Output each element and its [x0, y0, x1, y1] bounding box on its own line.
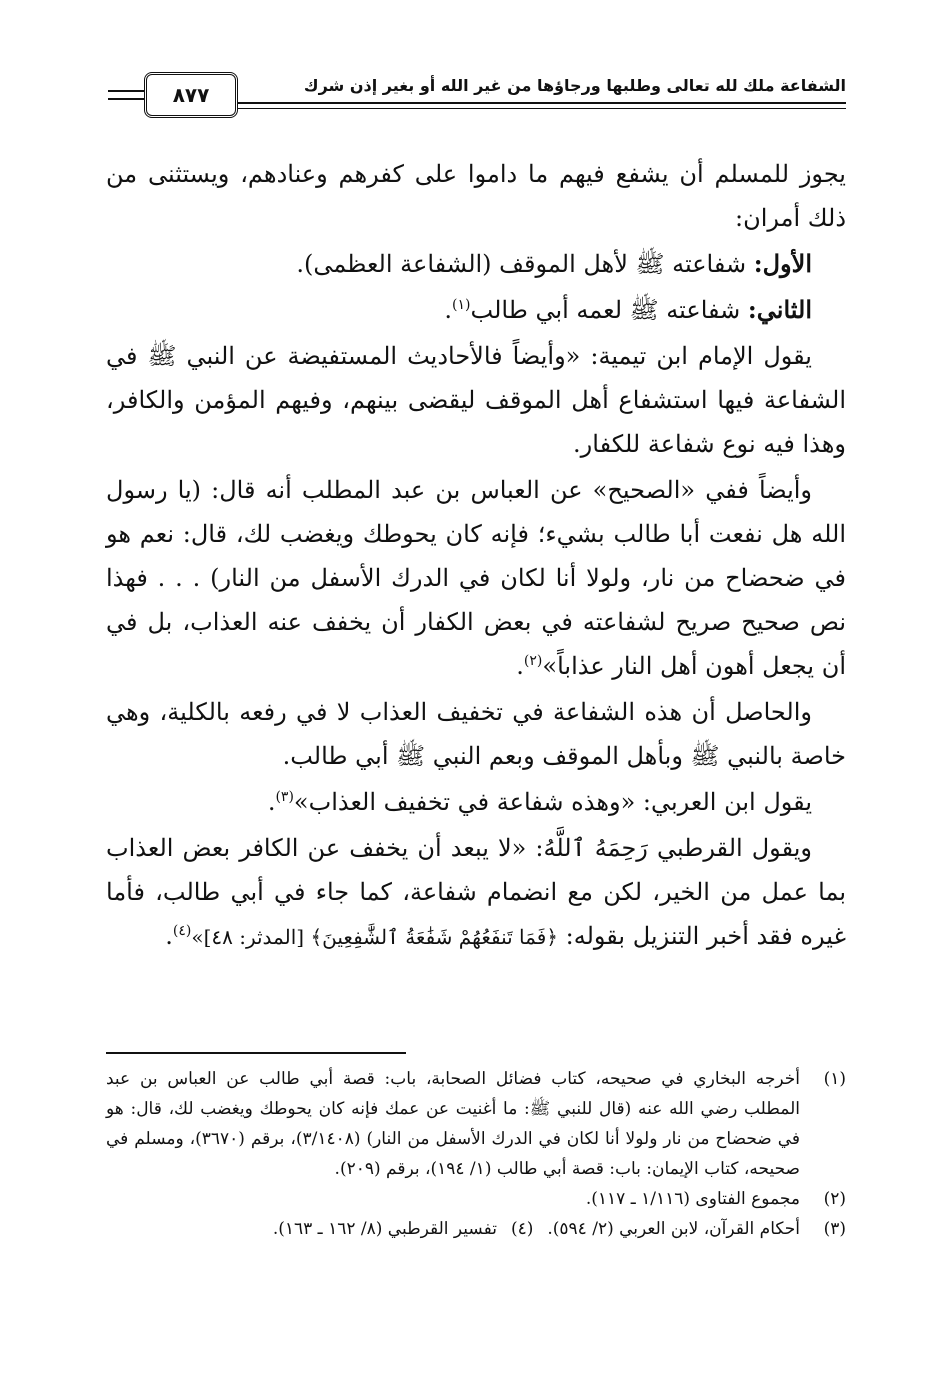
punctuation: . [165, 922, 173, 950]
item-label: الثاني: [747, 295, 812, 324]
footnote-ref[interactable]: (٤) [172, 923, 192, 939]
punctuation: . [444, 296, 453, 324]
footnote-text: أحكام القرآن، لابن العربي (٢/ ٥٩٤). [547, 1219, 800, 1239]
main-text [106, 152, 846, 961]
paragraph-text: وأيضاً ففي «الصحيح» عن العباس بن عبد المطلب أنه قال: (يا رسول الله هل نفعت أبا طالب بشيء؛ فإنه كان يحوطك ويغضب لك، قال: نعم هو في ضحضاح من نار، ولولا أنا لكان في الدرك الأسفل من النار) . . . فهذا نص صحيح صريح لشفاعته في بعض الكفار أن يخفف عنه العذاب، بل في أن يجعل أهون أهل النار عذاباً» [106, 476, 846, 680]
paragraph-ibn-arabi [106, 780, 846, 824]
punctuation: . [267, 788, 276, 816]
page-header [108, 72, 846, 132]
footnotes [106, 1064, 846, 1244]
paragraph-sahih [106, 468, 846, 688]
header-rule [238, 102, 846, 109]
footnote-text: مجموع الفتاوى (١/١١٦ ـ ١١٧). [585, 1189, 800, 1209]
footnote-ref[interactable]: (١) [452, 297, 471, 313]
footnote-ref[interactable]: (٢) [523, 653, 543, 669]
list-item-second [106, 288, 846, 332]
page-number: ٨٧٧ [144, 72, 238, 118]
paragraph-1: يجوز للمسلم أن يشفع فيهم ما داموا على كفرهم وعنادهم، ويستثنى من ذلك أمران: [106, 160, 846, 232]
paragraph-qurtubi [106, 826, 846, 959]
footnote-1 [106, 1064, 846, 1184]
paragraph-text: ويقول القرطبي رَحِمَهُ ٱللَّهُ: «لا يبعد أن يخفف عن الكافر بعض العذاب بما عمل من الخير، لكن مع انضمام شفاعة، كما جاء في أبي طالب، فأما غيره فقد أخبر التنزيل بقوله: [106, 834, 846, 950]
footnote-number: (٣) [823, 1219, 846, 1239]
paragraph-conclusion: والحاصل أن هذه الشفاعة في تخفيف العذاب لا في رفعه بالكلية، وهي خاصة بالنبي ﷺ وبأهل الموقف وبعم النبي ﷺ أبي طالب. [106, 698, 846, 770]
item-text: شفاعته ﷺ لعمه أبي طالب [470, 296, 748, 324]
item-label: الأول: [753, 249, 812, 278]
footnote-2 [106, 1184, 846, 1214]
paragraph-text: يقول ابن العربي: «وهذه شفاعة في تخفيف العذاب» [293, 788, 812, 816]
header-rule-left [108, 90, 144, 100]
footnote-number: (١) [823, 1069, 846, 1089]
quran-verse: ﴿فَمَا تَنفَعُهُمْ شَفَٰعَةُ ٱلشَّٰفِعِينَ﴾ [310, 925, 558, 949]
running-title: الشفاعة ملك لله تعالى وطلبها ورجاؤها من غير الله أو بغير إذن شرك [303, 76, 846, 95]
footnote-3-4 [106, 1214, 846, 1244]
paragraph-ibn-taymiyya: يقول الإمام ابن تيمية: «وأيضاً فالأحاديث المستفيضة عن النبي ﷺ في الشفاعة فيها استشفاع أهل الموقف ليقضى بينهم، وفيهم المؤمن والكافر، وهذا فيه نوع شفاعة للكفار. [106, 342, 847, 458]
quran-citation: [المدثر: ٤٨]» [191, 925, 311, 949]
footnote-ref[interactable]: (٣) [275, 789, 294, 805]
footnote-number: (٢) [823, 1189, 846, 1209]
footnote-text: تفسير القرطبي (٨/ ١٦٢ ـ ١٦٣). [272, 1219, 497, 1239]
footnote-row [273, 1214, 800, 1244]
footnote-divider [106, 1052, 406, 1054]
punctuation: . [516, 652, 524, 680]
list-item-first [106, 242, 846, 286]
footnote-text: أخرجه البخاري في صحيحه، كتاب فضائل الصحابة، باب: قصة أبي طالب عن العباس بن عبد المطلب رضي الله عنه (قال للنبي ﷺ: ما أغنيت عن عمك فإنه كان يحوطك ويغضب لك، قال: هو في ضحضاح من نار ولولا أنا لكان في الدرك الأسفل من النار) (٣/١٤٠٨)، برقم (٣٦٧٠)، ومسلم في صحيحه، كتاب الإيمان: باب: قصة أبي طالب (١/ ١٩٤)، برقم (٢٠٩). [106, 1069, 800, 1179]
item-text: شفاعته ﷺ لأهل الموقف (الشفاعة العظمى). [296, 250, 754, 278]
footnote-number: (٤) [510, 1219, 534, 1239]
